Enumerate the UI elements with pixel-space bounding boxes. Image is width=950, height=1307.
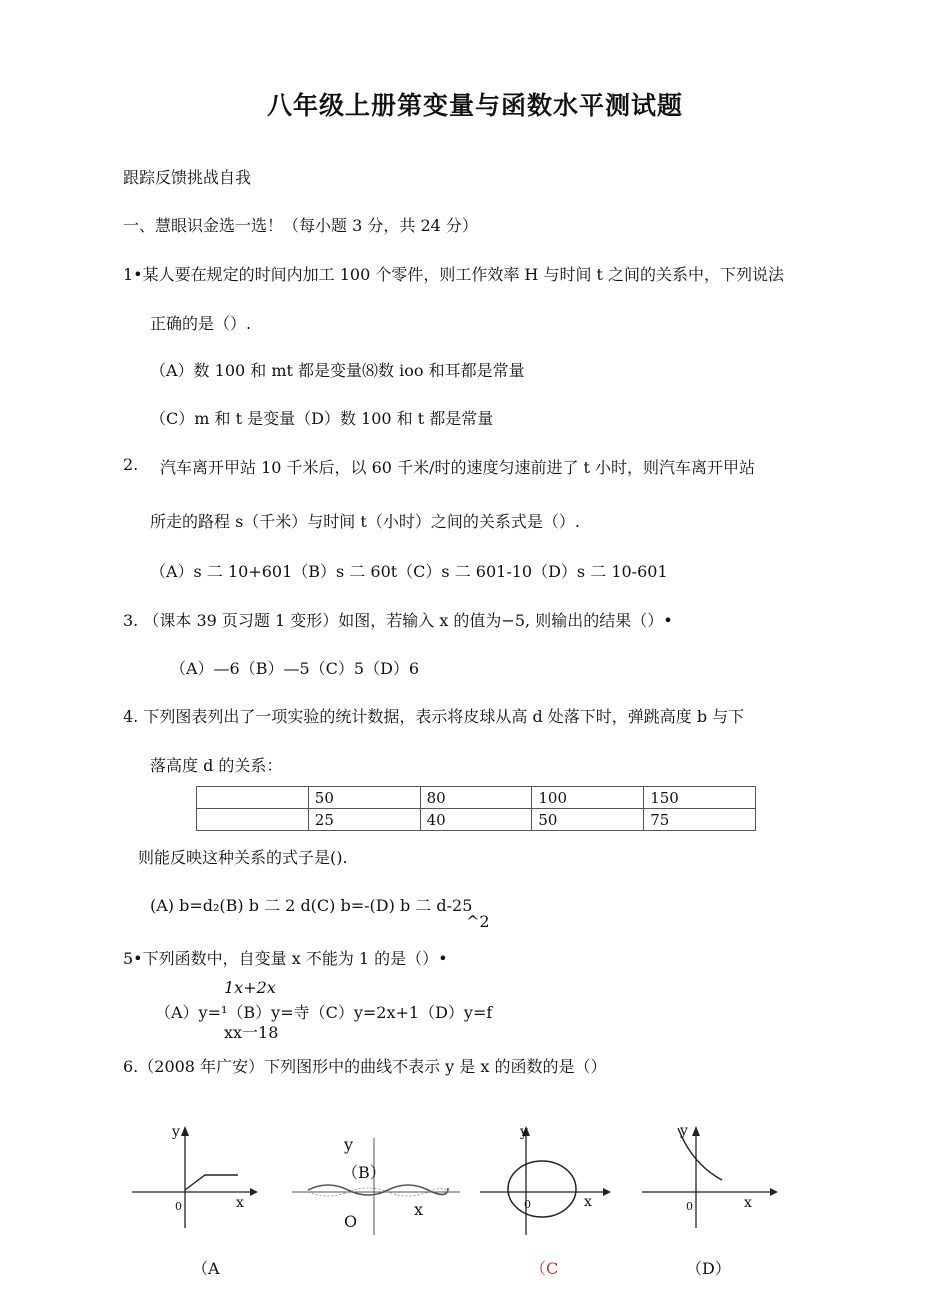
q6-stem: 6.（2008 年广安）下列图形中的曲线不表示 y 是 x 的函数的是（） [123,1057,607,1076]
q5-options: （A）y=¹（B）y=寺（C）y=2x+1（D）y=f [155,1003,493,1022]
q2-stem-cont: 所走的路程 s（千米）与时间 t（小时）之间的关系式是（）. [150,512,580,531]
q3-options: （A）—6（B）—5（C）5（D）6 [170,659,420,678]
section-heading: 一、慧眼识金选一选！（每小题 3 分，共 24 分） [123,216,478,235]
table-cell: 75 [644,809,756,831]
graph-b-x-label: x [414,1200,424,1219]
q1-stem-cont: 正确的是（）. [150,314,252,333]
graph-d-caption: （D） [686,1259,731,1278]
table-cell: 40 [420,809,532,831]
q2-options: （A）s 二 10+601（B）s 二 60t（C）s 二 601-10（D）s 二 10-601 [150,562,668,581]
table-row [197,787,756,809]
q1-option-cd: （C）m 和 t 是变量（D）数 100 和 t 都是常量 [150,409,494,428]
q3-stem: 3. （课本 39 页习题 1 变形）如图，若输入 x 的值为−5, 则输出的结果（）• [123,611,673,630]
page-title: 八年级上册第变量与函数水平测试题 [266,91,683,120]
graph-a-caption: （A [192,1259,220,1278]
table-cell [197,809,309,831]
graph-b-tag: （B） [342,1163,386,1182]
q4-options: (A) b=d₂(B) b 二 2 d(C) b=-(D) b 二 d-25 [150,896,473,915]
table-cell: 25 [308,809,420,831]
q4-stem-cont: 落高度 d 的关系： [150,756,283,775]
data-table [196,786,756,831]
graph-c-plot [478,1120,618,1240]
graph-a-x-label: x [236,1195,244,1211]
graph-b-y-label: y [344,1135,354,1154]
graph-b-plot [290,1130,465,1240]
graph-b [290,1130,465,1240]
graph-a-plot [130,1120,260,1230]
table-cell: 150 [644,787,756,809]
q5-denominators: xx一18 [224,1023,279,1042]
q4-superscript: ^2 [466,912,490,931]
graph-c-y-label: y [520,1124,528,1140]
graph-b-origin: O [344,1212,358,1231]
table-cell: 50 [308,787,420,809]
table-cell: 80 [420,787,532,809]
q2-number: 2. [123,455,139,474]
table-cell: 50 [532,809,644,831]
graph-b-curve [308,1185,448,1195]
graph-c-caption: （C [530,1259,559,1278]
graph-c-origin: 0 [524,1198,531,1211]
graph-a-curve [185,1175,238,1190]
q5-numerators: 1x+2x [224,978,276,997]
graph-d-origin: 0 [686,1200,693,1213]
graph-c [478,1120,618,1240]
graph-a-y-label: y [172,1124,180,1140]
graph-c-curve [508,1161,576,1217]
q4-stem: 4. 下列图表列出了一项实验的统计数据，表示将皮球从高 d 处落下时，弹跳高度 b 与下 [123,707,745,726]
q5-stem: 5•下列函数中，自变量 x 不能为 1 的是（）• [123,949,448,968]
table-cell: 100 [532,787,644,809]
graph-a-origin: 0 [175,1200,182,1213]
table-row [197,809,756,831]
graph-d-plot [640,1120,785,1230]
graph-d-y-label: y [680,1123,688,1139]
q1-stem: 1•某人要在规定的时间内加工 100 个零件，则工作效率 H 与时间 t 之间的关系中，下列说法 [123,265,785,284]
q2-stem: 汽车离开甲站 10 千米后，以 60 千米/时的速度匀速前进了 t 小时，则汽车离开甲站 [160,458,756,477]
table-cell [197,787,309,809]
graph-a [130,1120,260,1230]
intro-text: 跟踪反馈挑战自我 [123,168,252,187]
graph-c-x-label: x [584,1194,592,1210]
q4-followup: 则能反映这种关系的式子是(). [138,848,348,867]
graph-d [640,1120,785,1230]
q1-option-ab: （A）数 100 和 mt 都是变量⑻数 ioo 和耳都是常量 [150,361,525,380]
graph-d-x-label: x [744,1195,752,1211]
